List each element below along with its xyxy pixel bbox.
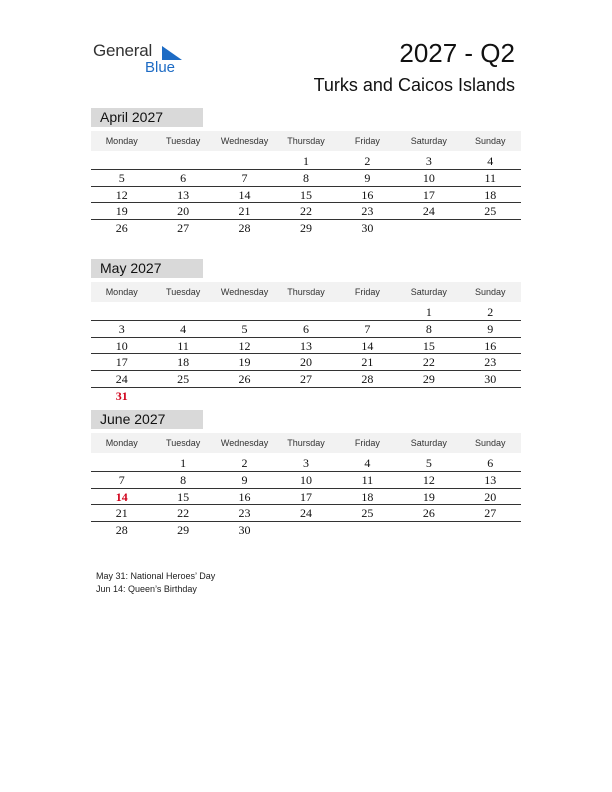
day-cell: 26 <box>238 372 251 387</box>
weekday-label: Sunday <box>474 438 506 448</box>
day-cell: 30 <box>484 372 497 387</box>
day-cell: 14 <box>361 338 374 353</box>
day-cell: 28 <box>115 523 128 538</box>
empty-day-cell <box>91 455 152 471</box>
day-cell: 5 <box>425 456 432 470</box>
day-cell: 6 <box>487 456 494 470</box>
day-cell: 22 <box>422 355 435 370</box>
day-cell: 10 <box>299 472 312 487</box>
holiday-notes <box>96 570 215 596</box>
page-title: 2027 - Q2 <box>399 38 515 68</box>
weekday-header <box>91 131 521 151</box>
month-april <box>91 108 521 237</box>
day-cell: 17 <box>422 187 435 202</box>
weekday-label: Tuesday <box>166 287 201 297</box>
weekday-label: Tuesday <box>166 438 201 448</box>
weekday-label: Tuesday <box>166 136 201 146</box>
day-cell: 16 <box>238 489 251 504</box>
day-cell: 25 <box>177 372 190 387</box>
month-title: June 2027 <box>91 410 203 429</box>
day-cell: 14 <box>238 187 251 202</box>
weekday-label: Thursday <box>287 438 325 448</box>
holiday-note: Jun 14: Queen’s Birthday <box>96 584 197 594</box>
day-cell: 10 <box>115 338 128 353</box>
day-cell: 9 <box>241 472 248 487</box>
day-cell: 23 <box>238 506 251 521</box>
empty-day-cell <box>91 153 152 169</box>
week-row <box>91 505 521 522</box>
day-cell: 30 <box>238 523 251 538</box>
month-grid <box>91 304 521 405</box>
empty-day-cell <box>460 388 521 405</box>
day-cell: 18 <box>484 187 497 202</box>
weekday-label: Thursday <box>287 136 325 146</box>
day-cell: 7 <box>364 321 371 336</box>
day-cell: 21 <box>115 506 128 521</box>
week-row <box>91 220 521 237</box>
empty-day-cell <box>398 220 459 237</box>
day-cell: 25 <box>484 204 497 219</box>
empty-day-cell <box>337 388 398 405</box>
day-cell: 25 <box>361 506 374 521</box>
day-cell: 17 <box>115 355 128 370</box>
weekday-label: Saturday <box>410 438 447 448</box>
weekday-label: Wednesday <box>220 438 269 448</box>
day-cell: 28 <box>361 372 374 387</box>
day-cell: 17 <box>299 489 312 504</box>
empty-day-cell <box>214 388 275 405</box>
day-cell: 13 <box>299 338 312 353</box>
empty-day-cell <box>275 522 336 539</box>
day-cell: 9 <box>487 321 494 336</box>
empty-day-cell <box>214 153 275 169</box>
day-cell: 21 <box>361 355 374 370</box>
day-cell: 15 <box>299 187 312 202</box>
brand-logo <box>93 41 193 77</box>
day-cell: 16 <box>484 338 497 353</box>
day-cell: 29 <box>177 523 190 538</box>
day-cell: 8 <box>302 170 309 185</box>
weekday-label: Friday <box>354 287 380 297</box>
week-row <box>91 388 521 405</box>
day-cell: 16 <box>361 187 374 202</box>
day-cell: 3 <box>302 456 309 470</box>
month-grid <box>91 153 521 237</box>
day-cell: 2 <box>364 154 371 168</box>
day-cell: 19 <box>422 489 435 504</box>
month-title: May 2027 <box>91 259 203 278</box>
day-cell: 2 <box>487 305 494 319</box>
weekday-label: Monday <box>105 438 138 448</box>
day-cell: 18 <box>361 489 374 504</box>
week-row <box>91 170 521 187</box>
day-cell: 3 <box>425 154 432 168</box>
empty-day-cell <box>152 388 213 405</box>
week-row <box>91 187 521 204</box>
empty-day-cell <box>152 304 213 320</box>
weekday-label: Saturday <box>410 136 447 146</box>
day-cell: 8 <box>425 321 432 336</box>
day-cell: 13 <box>177 187 190 202</box>
empty-day-cell <box>398 522 459 539</box>
empty-day-cell <box>275 304 336 320</box>
weekday-label: Sunday <box>474 136 506 146</box>
day-cell: 18 <box>177 355 190 370</box>
day-cell: 20 <box>484 489 497 504</box>
day-cell: 11 <box>484 170 497 185</box>
day-cell: 6 <box>180 170 187 185</box>
day-cell: 3 <box>118 321 125 336</box>
day-cell: 26 <box>115 221 128 236</box>
holiday-note: May 31: National Heroes’ Day <box>96 571 216 581</box>
week-row <box>91 489 521 506</box>
empty-day-cell <box>460 522 521 539</box>
day-cell: 24 <box>115 372 128 387</box>
day-cell: 9 <box>364 170 371 185</box>
weekday-label: Wednesday <box>220 136 269 146</box>
week-row <box>91 338 521 355</box>
logo-triangle-icon <box>162 46 182 60</box>
day-cell: 27 <box>177 221 190 236</box>
empty-day-cell <box>275 388 336 405</box>
weekday-label: Wednesday <box>220 287 269 297</box>
day-cell: 27 <box>484 506 497 521</box>
day-cell: 5 <box>118 170 125 185</box>
month-may <box>91 259 521 405</box>
day-cell: 23 <box>361 204 374 219</box>
day-cell: 5 <box>241 321 248 336</box>
day-cell: 29 <box>422 372 435 387</box>
page-subtitle: Turks and Caicos Islands <box>313 75 515 95</box>
empty-day-cell <box>398 388 459 405</box>
week-row <box>91 354 521 371</box>
weekday-label: Monday <box>105 136 138 146</box>
day-cell: 22 <box>177 506 190 521</box>
day-cell: 24 <box>299 506 312 521</box>
day-cell: 10 <box>422 170 435 185</box>
weekday-label: Saturday <box>410 287 447 297</box>
day-cell: 4 <box>180 321 187 336</box>
day-cell: 26 <box>422 506 435 521</box>
empty-day-cell <box>152 153 213 169</box>
day-cell: 24 <box>422 204 435 219</box>
day-cell: 7 <box>241 170 248 185</box>
month-grid <box>91 455 521 539</box>
day-cell: 13 <box>484 472 497 487</box>
week-row <box>91 455 521 472</box>
day-cell: 14 <box>115 489 128 504</box>
logo-text-general: General <box>93 41 153 60</box>
day-cell: 28 <box>238 221 251 236</box>
week-row <box>91 321 521 338</box>
day-cell: 2 <box>241 456 248 470</box>
day-cell: 31 <box>115 388 128 403</box>
day-cell: 20 <box>177 204 190 219</box>
weekday-label: Thursday <box>287 287 325 297</box>
day-cell: 4 <box>364 456 371 470</box>
day-cell: 4 <box>487 154 494 168</box>
empty-day-cell <box>214 304 275 320</box>
day-cell: 19 <box>238 355 251 370</box>
day-cell: 15 <box>422 338 435 353</box>
day-cell: 15 <box>177 489 190 504</box>
day-cell: 12 <box>115 187 128 202</box>
week-row <box>91 203 521 220</box>
day-cell: 1 <box>425 305 432 319</box>
day-cell: 11 <box>177 338 189 353</box>
day-cell: 12 <box>238 338 251 353</box>
empty-day-cell <box>460 220 521 237</box>
day-cell: 7 <box>118 472 125 487</box>
weekday-label: Sunday <box>474 287 506 297</box>
day-cell: 1 <box>180 456 187 470</box>
day-cell: 19 <box>115 204 128 219</box>
weekday-label: Friday <box>354 136 380 146</box>
day-cell: 8 <box>180 472 187 487</box>
month-title: April 2027 <box>91 108 203 127</box>
day-cell: 20 <box>299 355 312 370</box>
empty-day-cell <box>337 304 398 320</box>
day-cell: 23 <box>484 355 497 370</box>
week-row <box>91 522 521 539</box>
weekday-label: Monday <box>105 287 138 297</box>
weekday-header <box>91 282 521 302</box>
day-cell: 27 <box>299 372 312 387</box>
day-cell: 22 <box>299 204 312 219</box>
day-cell: 30 <box>361 221 374 236</box>
weekday-header <box>91 433 521 453</box>
week-row <box>91 371 521 388</box>
week-row <box>91 153 521 170</box>
day-cell: 1 <box>302 154 309 168</box>
logo-text-blue: Blue <box>145 59 176 76</box>
week-row <box>91 472 521 489</box>
day-cell: 11 <box>361 472 374 487</box>
day-cell: 29 <box>299 221 312 236</box>
day-cell: 6 <box>302 321 309 336</box>
empty-day-cell <box>337 522 398 539</box>
month-june <box>91 410 521 539</box>
week-row <box>91 304 521 321</box>
weekday-label: Friday <box>354 438 380 448</box>
day-cell: 12 <box>422 472 435 487</box>
empty-day-cell <box>91 304 152 320</box>
day-cell: 21 <box>238 204 251 219</box>
